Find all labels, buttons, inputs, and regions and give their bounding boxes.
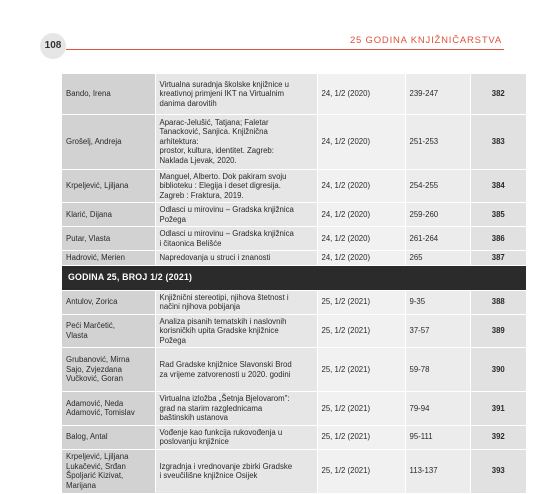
author-cell: Grubanović, Mirna Sajo, Zvjezdana Vučković, Goran [62, 348, 155, 392]
pages-cell: 254-255 [405, 169, 470, 203]
entry-number-cell: 391 [470, 392, 526, 426]
issue-cell: 25, 1/2 (2021) [317, 314, 405, 348]
section-heading: GODINA 25, BROJ 1/2 (2021) [62, 265, 526, 290]
entry-number-cell: 390 [470, 348, 526, 392]
issue-cell: 25, 1/2 (2021) [317, 348, 405, 392]
pages-cell: 239-247 [405, 74, 470, 114]
issue-cell: 25, 1/2 (2021) [317, 449, 405, 493]
title-cell: Izgradnja i vrednovanje zbirki Gradske i sveučilišne knjižnice Osijek [155, 449, 317, 493]
entry-number-cell: 388 [470, 290, 526, 314]
bibliography-table [62, 74, 526, 494]
title-cell: Aparac-Jelušić, Tatjana; Faletar Tanacković, Sanjica. Knjižnična arhitektura: prostor, kultura, identitet. Zagreb: Naklada Ljevak, 2020. [155, 114, 317, 169]
entry-number-cell: 383 [470, 114, 526, 169]
entry-number-cell: 387 [470, 251, 526, 266]
issue-cell: 24, 1/2 (2020) [317, 251, 405, 266]
title-cell: Knjižnični stereotipi, njihova štetnost i načini njihova pobijanja [155, 290, 317, 314]
author-cell: Bando, Irena [62, 74, 155, 114]
entry-number-cell: 386 [470, 227, 526, 251]
author-cell: Balog, Antal [62, 425, 155, 449]
entry-number-cell: 389 [470, 314, 526, 348]
author-cell: Hadrović, Merien [62, 251, 155, 266]
pages-cell: 9-35 [405, 290, 470, 314]
entry-number-cell: 384 [470, 169, 526, 203]
issue-cell: 25, 1/2 (2021) [317, 392, 405, 426]
title-cell: Analiza pisanih tematskih i naslovnih korisničkih upita Gradske knjižnice Požega [155, 314, 317, 348]
pages-cell: 79-94 [405, 392, 470, 426]
pages-cell: 95-111 [405, 425, 470, 449]
author-cell: Peći Marčetić, Vlasta [62, 314, 155, 348]
title-cell: Virtualna suradnja školske knjižnice u kreativnoj primjeni IKT na Virtualnim danima darovitih [155, 74, 317, 114]
author-cell: Antulov, Zorica [62, 290, 155, 314]
entry-number-cell: 392 [470, 425, 526, 449]
section-heading-row [62, 265, 526, 290]
table-row [62, 425, 526, 449]
title-cell: Virtualna izložba „Šetnja Bjelovarom": grad na starim razglednicama baštinskih ustanova [155, 392, 317, 426]
title-cell: Rad Gradske knjižnice Slavonski Brod za vrijeme zatvorenosti u 2020. godini [155, 348, 317, 392]
table-row [62, 290, 526, 314]
issue-cell: 24, 1/2 (2020) [317, 74, 405, 114]
author-cell: Grošelj, Andreja [62, 114, 155, 169]
table-row [62, 314, 526, 348]
pages-cell: 113-137 [405, 449, 470, 493]
issue-cell: 24, 1/2 (2020) [317, 227, 405, 251]
pages-cell: 59-78 [405, 348, 470, 392]
table-row [62, 348, 526, 392]
pages-cell: 37-57 [405, 314, 470, 348]
author-cell: Adamović, Neda Adamović, Tomislav [62, 392, 155, 426]
table-row [62, 449, 526, 493]
issue-cell: 25, 1/2 (2021) [317, 425, 405, 449]
table-row [62, 169, 526, 203]
author-cell: Putar, Vlasta [62, 227, 155, 251]
issue-cell: 25, 1/2 (2021) [317, 290, 405, 314]
pages-cell: 265 [405, 251, 470, 266]
title-cell: Odlasci u mirovinu – Gradska knjižnica i čitaonica Belišće [155, 227, 317, 251]
title-cell: Odlasci u mirovinu – Gradska knjižnica Požega [155, 203, 317, 227]
table-row [62, 114, 526, 169]
title-cell: Napredovanja u struci i znanosti [155, 251, 317, 266]
author-cell: Krpeljević, Ljiljana Lukačević, Srđan Špoljarić Kizivat, Marijana [62, 449, 155, 493]
running-title: 25 GODINA KNJIŽNIČARSTVA [349, 35, 502, 46]
issue-cell: 24, 1/2 (2020) [317, 169, 405, 203]
issue-cell: 24, 1/2 (2020) [317, 114, 405, 169]
author-cell: Krpeljević, Ljiljana [62, 169, 155, 203]
entry-number-cell: 382 [470, 74, 526, 114]
table-row [62, 203, 526, 227]
bibliography-table-wrapper [62, 74, 526, 494]
table-row [62, 392, 526, 426]
header-rule [66, 49, 504, 50]
entry-number-cell: 385 [470, 203, 526, 227]
title-cell: Vođenje kao funkcija rukovođenja u poslovanju knjižnice [155, 425, 317, 449]
issue-cell: 24, 1/2 (2020) [317, 203, 405, 227]
table-row [62, 227, 526, 251]
pages-cell: 259-260 [405, 203, 470, 227]
pages-cell: 261-264 [405, 227, 470, 251]
table-row [62, 251, 526, 266]
pages-cell: 251-253 [405, 114, 470, 169]
author-cell: Klarić, Dijana [62, 203, 155, 227]
page-number: 108 [40, 33, 66, 59]
title-cell: Manguel, Alberto. Dok pakiram svoju biblioteku : Elegija i deset digresija. Zagreb : Fraktura, 2019. [155, 169, 317, 203]
entry-number-cell: 393 [470, 449, 526, 493]
table-row [62, 74, 526, 114]
